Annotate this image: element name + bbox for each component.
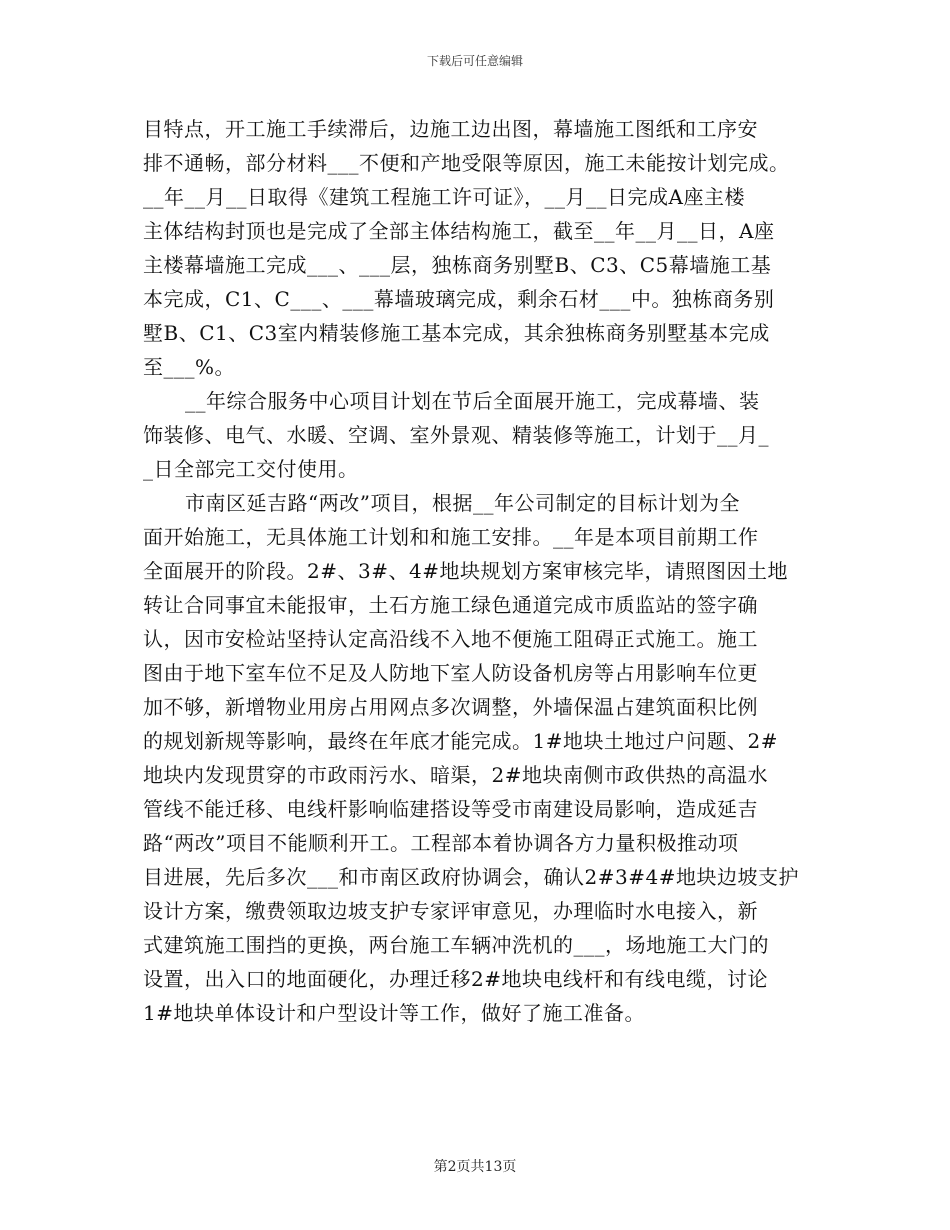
text-line: 地块内发现贯穿的市政雨污水、暗渠，2#地块南侧市政供热的高温水 (143, 763, 768, 787)
text-line: 主楼幕墙施工完成___、___层，独栋商务别墅B、C3、C5幕墙施工基 (143, 253, 772, 277)
text-line: 路“两改”项目不能顺利开工。工程部本着协调各方力量积极推动项 (143, 831, 739, 855)
text-line: 的规划新规等影响，最终在年底才能完成。1#地块土地过户问题、2# (143, 729, 778, 753)
page-footer: 第2页共13页 (433, 1159, 517, 1175)
paragraph-start-line: 市南区延吉路“两改”项目，根据__年公司制定的目标计划为全 (185, 491, 740, 515)
text-line: 设计方案，缴费领取边坡支护专家评审意见，办理临时水电接入，新 (143, 899, 758, 923)
text-line: 目特点，开工施工手续滞后，边施工边出图，幕墙施工图纸和工序安 (143, 117, 758, 141)
text-line: 主体结构封顶也是完成了全部主体结构施工，截至__年__月__日，A座 (143, 219, 775, 243)
text-line: 设置，出入口的地面硬化，办理迁移2#地块电线杆和有线电缆，讨论 (143, 967, 768, 991)
text-line: 图由于地下室车位不足及人防地下室人防设备机房等占用影响车位更 (143, 661, 758, 685)
text-line: 管线不能迁移、电线杆影响临建搭设等受市南建设局影响，造成延吉 (143, 797, 758, 821)
text-line: 认，因市安检站坚持认定高沿线不入地不便施工阻碍正式施工。施工 (143, 627, 758, 651)
text-line: 转让合同事宜未能报审，土石方施工绿色通道完成市质监站的签字确 (143, 593, 758, 617)
text-line: 1#地块单体设计和户型设计等工作，做好了施工准备。 (143, 1001, 645, 1025)
text-line: 墅B、C1、C3室内精装修施工基本完成，其余独栋商务别墅基本完成 (143, 321, 770, 345)
text-line: 本完成，C1、C___、___幕墙玻璃完成，剩余石材___中。独栋商务别 (143, 287, 775, 311)
text-line: 目进展，先后多次___和市南区政府协调会，确认2#3#4#地块边坡支护 (143, 865, 799, 889)
document-body (143, 112, 808, 1030)
text-line: 排不通畅，部分材料___不便和产地受限等原因，施工未能按计划完成。 (143, 151, 790, 175)
text-line: 加不够，新增物业用房占用网点多次调整，外墙保温占建筑面积比例 (143, 695, 758, 719)
text-line: 至___%。 (143, 355, 236, 379)
text-line: 饰装修、电气、水暖、空调、室外景观、精装修等施工，计划于__月_ (143, 423, 769, 447)
paragraph-start-line: __年综合服务中心项目计划在节后全面展开施工，完成幕墙、装 (185, 389, 760, 413)
page-header: 下载后可任意编辑 (426, 54, 523, 68)
text-line: 面开始施工，无具体施工计划和和施工安排。__年是本项目前期工作 (143, 525, 759, 549)
text-line: 全面展开的阶段。2#、3#、4#地块规划方案审核完毕，请照图因土地 (143, 559, 788, 583)
text-line: __年__月__日取得《建筑工程施工许可证》，__月__日完成A座主楼 (143, 185, 745, 209)
text-line: _日全部完工交付使用。 (143, 457, 359, 481)
text-line: 式建筑施工围挡的更换，两台施工车辆冲洗机的___，场地施工大门的 (143, 933, 769, 957)
